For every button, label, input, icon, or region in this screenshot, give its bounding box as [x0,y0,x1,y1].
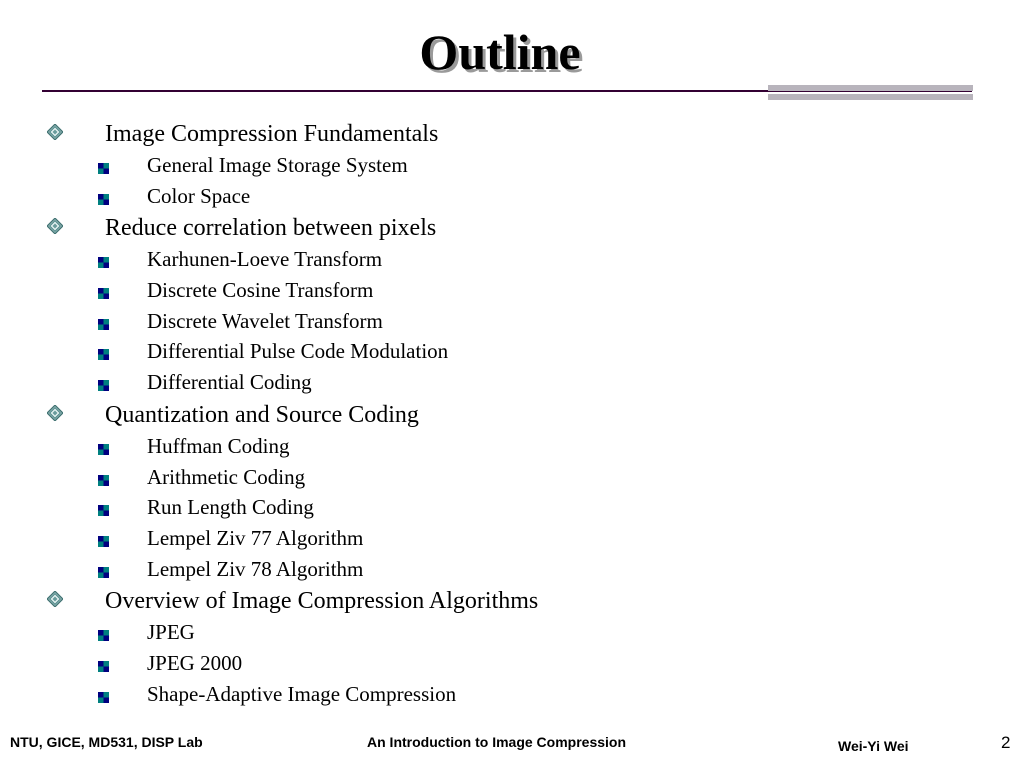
outline-subitem-label: JPEG 2000 [147,650,243,675]
outline-subitem-label: Differential Pulse Code Modulation [147,339,449,364]
outline-section-label: Image Compression Fundamentals [105,121,439,147]
square-bullet-icon [98,628,109,639]
diamond-bullet-icon [47,591,63,607]
slide-title: Outline [419,24,581,80]
outline-subitem-label: Lempel Ziv 77 Algorithm [147,525,364,550]
outline-subitem [0,523,1024,554]
square-bullet-icon [98,565,109,576]
diamond-bullet-icon [47,124,63,140]
outline-subitem [0,275,1024,306]
outline-subitem [0,244,1024,275]
outline-subitem [0,150,1024,181]
footer-lab: NTU, GICE, MD531, DISP Lab [10,734,203,750]
outline-section-label: Overview of Image Compression Algorithms [105,588,539,615]
square-bullet-icon [98,192,109,203]
footer-presentation-title: An Introduction to Image Compression [367,734,627,750]
outline-section [0,211,1024,244]
diamond-bullet-icon [47,218,63,234]
square-bullet-icon [98,503,109,514]
square-bullet-icon [98,473,109,484]
outline-section-label: Quantization and Source Coding [105,401,419,428]
outline-subitem-label: Arithmetic Coding [147,464,306,489]
outline-subitem-label: Differential Coding [147,370,312,395]
outline-subitem-label: Lempel Ziv 78 Algorithm [147,556,364,581]
outline-subitem [0,679,1024,710]
square-bullet-icon [98,347,109,358]
outline-subitem [0,492,1024,523]
page-number: 2 [1001,733,1011,752]
outline-subitem-label: Discrete Cosine Transform [147,278,374,303]
outline-subitem [0,367,1024,398]
outline-subitem [0,617,1024,648]
outline-subitem [0,336,1024,367]
outline-subitem-label: Karhunen-Loeve Transform [147,247,383,272]
square-bullet-icon [98,161,109,172]
diamond-bullet-icon [47,405,63,421]
square-bullet-icon [98,690,109,701]
outline-subitem-label: Shape-Adaptive Image Compression [147,681,457,706]
outline-subitem-label: Color Space [147,183,251,208]
outline-subitem [0,306,1024,337]
square-bullet-icon [98,659,109,670]
square-bullet-icon [98,442,109,453]
outline-section [0,398,1024,431]
outline-subitem-label: Discrete Wavelet Transform [147,308,383,333]
outline-subitem-label: Run Length Coding [147,495,314,520]
outline-list [0,117,1024,709]
square-bullet-icon [98,317,109,328]
footer-author: Wei-Yi Wei [838,738,909,754]
outline-subitem [0,554,1024,585]
outline-subitem [0,648,1024,679]
outline-section [0,117,1024,150]
square-bullet-icon [98,255,109,266]
outline-section [0,584,1024,617]
outline-subitem [0,431,1024,462]
outline-subitem [0,181,1024,212]
square-bullet-icon [98,286,109,297]
title-accent-bar-bottom [768,94,973,100]
outline-subitem-label: JPEG [147,620,195,645]
title-accent-bar-top [768,85,973,91]
outline-subitem [0,462,1024,493]
outline-subitem-label: Huffman Coding [147,433,290,458]
square-bullet-icon [98,534,109,545]
outline-section-label: Reduce correlation between pixels [105,215,437,242]
square-bullet-icon [98,378,109,389]
outline-subitem-label: General Image Storage System [147,153,408,177]
